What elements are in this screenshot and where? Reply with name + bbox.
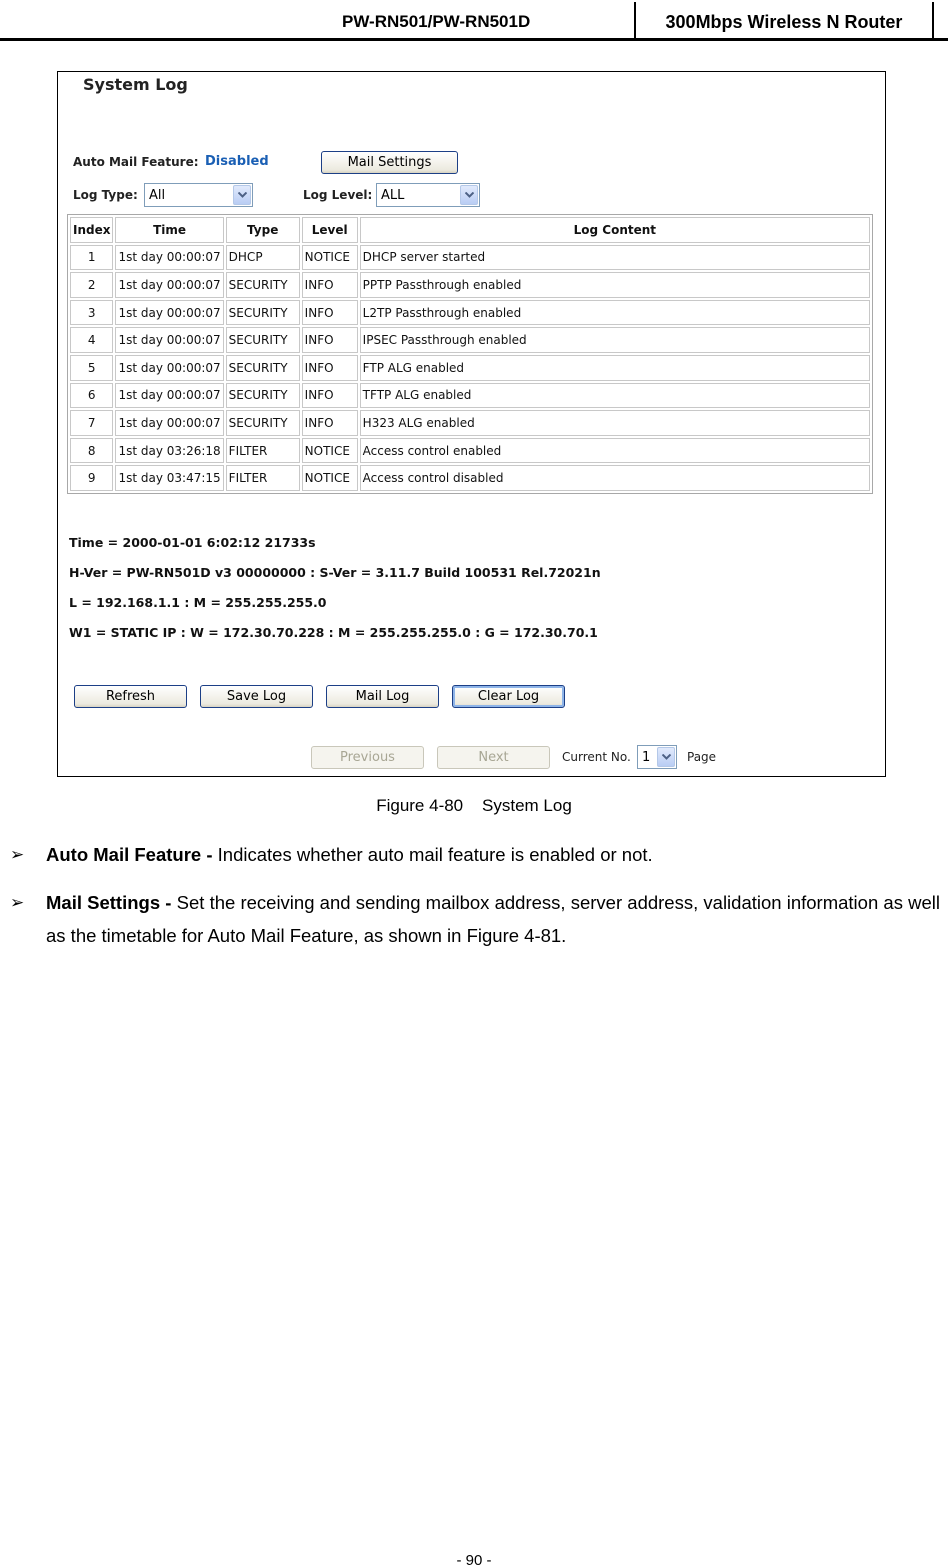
cell-index: 5 [70,355,113,381]
cell-time: 1st day 00:00:07 [115,410,223,436]
col-header-type: Type [226,217,300,243]
log-type-label: Log Type: [73,188,138,202]
cell-type: FILTER [226,438,300,464]
col-header-log-content: Log Content [360,217,870,243]
bullet-arrow-icon: ➢ [10,893,25,912]
chevron-down-icon [657,747,675,767]
log-level-label: Log Level: [303,188,373,202]
table-header-row [70,217,870,243]
cell-log-content: L2TP Passthrough enabled [360,300,870,326]
table-row [70,410,870,436]
header-product: 300Mbps Wireless N Router [665,12,903,32]
cell-type: SECURITY [226,410,300,436]
bullet-arrow-icon: ➢ [10,845,25,864]
cell-type: SECURITY [226,272,300,298]
cell-time: 1st day 00:00:07 [115,327,223,353]
cell-time: 1st day 00:00:07 [115,272,223,298]
cell-index: 9 [70,465,113,491]
cell-time: 1st day 00:00:07 [115,245,223,271]
mail-log-button[interactable]: Mail Log [326,685,439,708]
header-product-box [634,2,934,38]
cell-log-content: TFTP ALG enabled [360,383,870,409]
table-row [70,245,870,271]
cell-index: 7 [70,410,113,436]
current-no-label: Current No. [562,750,631,764]
log-table [67,214,873,494]
cell-type: DHCP [226,245,300,271]
cell-index: 1 [70,245,113,271]
chevron-down-icon [460,185,478,205]
bullet-mail-settings [46,886,940,952]
col-header-index: Index [70,217,113,243]
cell-type: SECURITY [226,300,300,326]
bullet-term: Mail Settings - [46,892,172,913]
info-time: Time = 2000-01-01 6:02:12 21733s [69,535,316,550]
refresh-button[interactable]: Refresh [74,685,187,708]
table-row [70,300,870,326]
col-header-time: Time [115,217,223,243]
cell-level: INFO [302,355,358,381]
cell-log-content: Access control disabled [360,465,870,491]
cell-index: 8 [70,438,113,464]
page-label: Page [687,750,717,764]
header-model: PW-RN501/PW-RN501D [342,12,531,31]
cell-time: 1st day 00:00:07 [115,355,223,381]
cell-log-content: FTP ALG enabled [360,355,870,381]
cell-log-content: DHCP server started [360,245,870,271]
cell-log-content: H323 ALG enabled [360,410,870,436]
cell-type: SECURITY [226,355,300,381]
cell-level: NOTICE [302,465,358,491]
cell-index: 3 [70,300,113,326]
cell-log-content: PPTP Passthrough enabled [360,272,870,298]
table-row [70,383,870,409]
bullet-text: Indicates whether auto mail feature is enabled or not. [212,844,653,865]
bullet-auto-mail [46,838,940,871]
save-log-button[interactable]: Save Log [200,685,313,708]
cell-index: 6 [70,383,113,409]
cell-index: 2 [70,272,113,298]
cell-time: 1st day 03:26:18 [115,438,223,464]
table-row [70,272,870,298]
log-type-value: All [149,188,166,203]
clear-log-button[interactable]: Clear Log [452,685,565,708]
cell-log-content: IPSEC Passthrough enabled [360,327,870,353]
log-type-select[interactable] [144,183,253,207]
info-lan: L = 192.168.1.1 : M = 255.255.255.0 [69,595,327,610]
header-rule [0,38,948,41]
cell-level: INFO [302,383,358,409]
chevron-down-icon [233,185,251,205]
current-page-value: 1 [642,750,651,765]
log-level-select[interactable] [376,183,480,207]
figure-caption: Figure 4-80 System Log [376,796,572,815]
cell-index: 4 [70,327,113,353]
system-log-title: System Log [83,75,188,94]
table-row [70,465,870,491]
page-number: - 90 - [456,1552,492,1568]
cell-time: 1st day 00:00:07 [115,300,223,326]
system-log-figure [57,71,886,777]
previous-button[interactable]: Previous [311,746,424,769]
bullet-term: Auto Mail Feature - [46,844,213,865]
log-level-value: ALL [381,188,405,203]
cell-type: FILTER [226,465,300,491]
cell-level: INFO [302,410,358,436]
cell-type: SECURITY [226,383,300,409]
cell-log-content: Access control enabled [360,438,870,464]
cell-level: NOTICE [302,245,358,271]
next-button[interactable]: Next [437,746,550,769]
bullet-text: Set the receiving and sending mailbox address, server address, validation information as well as the timetable for Auto Mail Feature, as shown in Figure 4-81. [46,892,940,946]
current-page-select[interactable] [637,745,677,769]
info-version: H-Ver = PW-RN501D v3 00000000 : S-Ver = 3.11.7 Build 100531 Rel.72021n [69,565,601,580]
table-row [70,355,870,381]
auto-mail-status: Disabled [205,154,269,169]
col-header-level: Level [302,217,358,243]
cell-level: NOTICE [302,438,358,464]
cell-level: INFO [302,272,358,298]
cell-time: 1st day 03:47:15 [115,465,223,491]
info-wan: W1 = STATIC IP : W = 172.30.70.228 : M = 255.255.255.0 : G = 172.30.70.1 [69,625,598,640]
cell-level: INFO [302,300,358,326]
cell-level: INFO [302,327,358,353]
cell-time: 1st day 00:00:07 [115,383,223,409]
table-row [70,327,870,353]
cell-type: SECURITY [226,327,300,353]
auto-mail-label: Auto Mail Feature: [73,155,199,169]
page-header [0,0,948,40]
mail-settings-button[interactable]: Mail Settings [321,151,458,174]
table-row [70,438,870,464]
